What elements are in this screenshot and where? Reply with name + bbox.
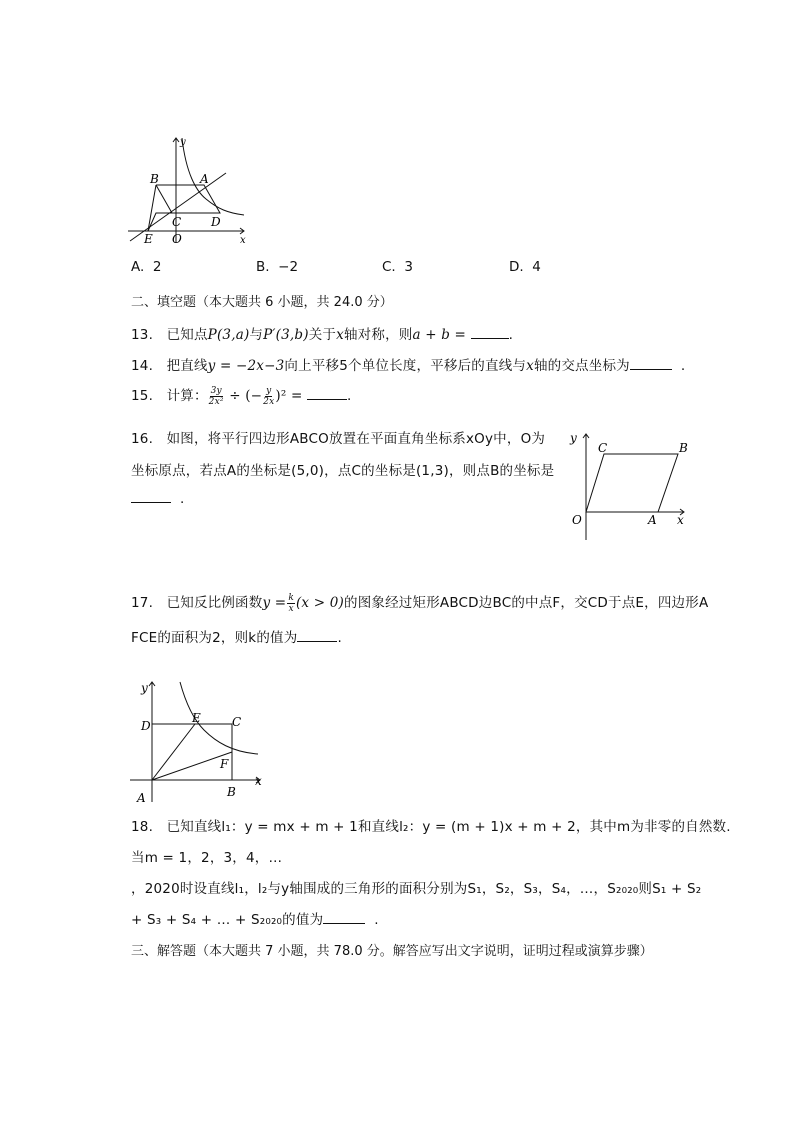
fig17-label-C: C <box>232 715 242 729</box>
figure-parallelogram-abco <box>566 428 690 544</box>
fig16-label-B: B <box>679 441 688 455</box>
option-c: C. 3 <box>382 259 413 275</box>
fig1-label-y: y <box>180 137 186 148</box>
fig1-label-A: A <box>200 172 209 186</box>
fig17-label-y: y <box>141 681 148 695</box>
fig16-label-y: y <box>570 431 577 445</box>
fig1-label-x: x <box>240 235 246 245</box>
fig16-label-x: x <box>677 513 684 527</box>
fig1-label-O: O <box>172 232 182 245</box>
fig17-label-D: D <box>141 719 151 733</box>
figure-rectangle-hyperbola <box>128 676 268 802</box>
fig17-label-E: E <box>192 711 201 725</box>
question-18-line3: ，2020时设直线l₁，l₂与y轴围成的三角形的面积分别为S₁，S₂，S₃，S₄，…，S₂₀₂₀则S₁ + S₂ <box>131 881 702 897</box>
section3-title: 三、解答题（本大题共 7 小题，共 78.0 分。解答应写出文字说明，证明过程或演算步骤） <box>131 944 653 959</box>
answer-blank-14[interactable] <box>630 357 672 370</box>
question-16-line2: 坐标原点，若点A的坐标是(5,0)，点C的坐标是(1,3)，则点B的坐标是 <box>131 463 555 479</box>
answer-blank-16[interactable] <box>131 490 171 503</box>
question-15: 15. 计算： $\frac{3y}{\text{2x²}}$ ÷ (− $\frac{y}{2x}$ )² = . <box>131 385 352 407</box>
answer-blank-17[interactable] <box>297 629 337 642</box>
question-16-line3: . <box>131 490 184 507</box>
option-b: B. −2 <box>256 259 299 275</box>
fig17-label-x: x <box>255 774 262 788</box>
fig1-label-E: E <box>144 232 153 245</box>
section2-title: 二、填空题（本大题共 6 小题，共 24.0 分） <box>131 295 393 310</box>
fig17-label-A: A <box>137 791 146 802</box>
option-a: A. 2 <box>131 259 162 275</box>
answer-blank-18[interactable] <box>323 911 365 924</box>
question-18-line4: + S₃ + S₄ + … + S₂₀₂₀的值为 . <box>131 912 379 928</box>
option-d: D. 4 <box>509 259 541 275</box>
question-14: 14. 把直线y = −2x−3向上平移5个单位长度，平移后的直线与x轴的交点坐标为 . <box>131 358 686 374</box>
question-17-line1: 17. 已知反比例函数y = $\frac{k}{x}$ (x > 0)的图象经过矩形ABCD边BC的中点F，交CD于点E，四边形A <box>131 592 709 614</box>
question-13: 13. 已知点P(3,a)与P′(3,b)关于x轴对称，则a + b = . <box>131 327 514 343</box>
answer-blank-15[interactable] <box>307 387 347 400</box>
fig17-label-B: B <box>227 785 236 799</box>
fig16-label-C: C <box>598 441 608 455</box>
answer-blank-13[interactable] <box>471 326 509 339</box>
question-17-line2: FCE的面积为2，则k的值为 . <box>131 630 342 646</box>
fig1-label-C: C <box>172 215 182 229</box>
fig16-label-O: O <box>572 513 582 527</box>
question-18-line1: 18. 已知直线l₁：y = mx + m + 1和直线l₂：y = (m + 1)x + m + 2，其中m为非零的自然数. <box>131 819 731 835</box>
fig16-label-A: A <box>648 513 657 527</box>
figure-hyperbola-parallelogram <box>126 133 252 245</box>
fig1-label-B: B <box>150 172 159 186</box>
question-16-line1: 16. 如图，将平行四边形ABCO放置在平面直角坐标系xOy中，O为 <box>131 431 546 447</box>
fig17-label-F: F <box>220 757 229 771</box>
question-18-line2: 当m = 1，2，3，4，… <box>131 850 283 866</box>
fig1-label-D: D <box>211 215 221 229</box>
